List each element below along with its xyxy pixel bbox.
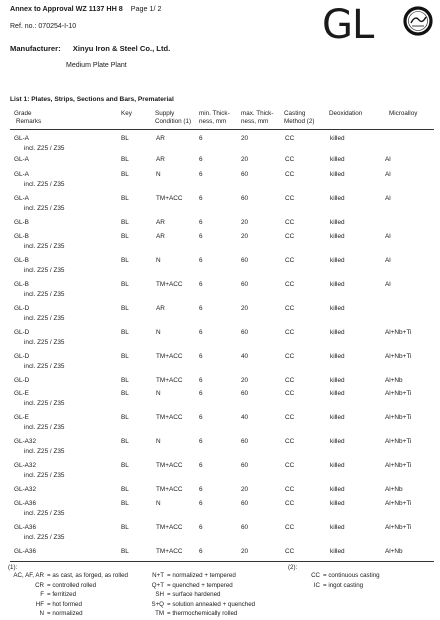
cell-min-thickness: 6: [199, 305, 203, 312]
footnote-2-marker: (2):: [288, 564, 298, 571]
cell-supply: AR: [156, 135, 165, 142]
footnote-entry: [140, 582, 233, 589]
cell-max-thickness: 20: [241, 233, 249, 240]
cell-min-thickness: 6: [199, 524, 203, 531]
footnote-abbrev: CR: [35, 581, 44, 589]
cell-remark: incl. Z25 / Z35: [24, 243, 65, 250]
cell-max-thickness: 60: [241, 524, 249, 531]
col-header-key: Key: [121, 110, 132, 117]
cell-remark: incl. Z25 / Z35: [24, 400, 65, 407]
footnote-entry: [296, 582, 363, 589]
cell-supply: N: [156, 438, 161, 445]
cell-key: BL: [121, 171, 129, 178]
cell-casting: CC: [285, 548, 295, 555]
cell-deoxidation: killed: [330, 281, 345, 288]
cell-deoxidation: killed: [330, 195, 345, 202]
cell-key: BL: [121, 438, 129, 445]
cell-casting: CC: [285, 305, 295, 312]
cell-supply: TM+ACC: [156, 524, 183, 531]
col-header-min-thickness: min. Thick-ness, mm: [199, 110, 230, 125]
footnote-entry: [10, 582, 96, 589]
cell-grade: GL-A: [14, 135, 29, 142]
cell-grade: GL-A36: [14, 548, 37, 555]
footnote-abbrev: AC, AF, AR: [13, 572, 44, 579]
cell-supply: TM+ACC: [156, 486, 183, 493]
cell-key: BL: [121, 329, 129, 336]
cell-supply: TM+ACC: [156, 548, 183, 555]
col-header-supply: Supply Condition (1): [155, 110, 192, 125]
col-header-casting: Casting Method (2): [284, 110, 315, 125]
cell-max-thickness: 20: [241, 486, 249, 493]
table-row: [0, 390, 440, 400]
annex-text: Annex to Approval WZ 1137 HH 8: [10, 4, 123, 13]
cell-casting: CC: [285, 462, 295, 469]
cell-supply: TM+ACC: [156, 353, 183, 360]
cell-supply: N: [156, 390, 161, 397]
cell-min-thickness: 6: [199, 353, 203, 360]
cell-casting: CC: [285, 438, 295, 445]
footnote-meaning: = quenched + tempered: [167, 581, 233, 589]
cell-remark: incl. Z25 / Z35: [24, 315, 65, 322]
footnote-meaning: = surface hardened: [167, 591, 221, 599]
table-row: [0, 233, 440, 243]
footnote-meaning: = normalized: [47, 610, 83, 618]
cell-grade: GL-A36: [14, 524, 37, 531]
cell-casting: CC: [285, 500, 295, 507]
cell-grade: GL-A32: [14, 438, 37, 445]
manufacturer-label: Manufacturer:: [10, 44, 61, 53]
cell-microalloy: Al+Nb+Ti: [385, 414, 412, 421]
ref-number: Ref. no.: 070254-I-10: [10, 23, 77, 30]
cell-grade: GL-A32: [14, 462, 37, 469]
cell-max-thickness: 60: [241, 281, 249, 288]
table-row: [0, 219, 440, 229]
manufacturer-line: [10, 44, 170, 53]
cell-deoxidation: killed: [330, 233, 345, 240]
table-row: [0, 156, 440, 166]
table-row: [0, 462, 440, 472]
cell-max-thickness: 40: [241, 414, 249, 421]
cell-key: BL: [121, 548, 129, 555]
cell-microalloy: Al: [385, 281, 391, 288]
footnote-entry: [140, 591, 221, 598]
cell-deoxidation: killed: [330, 257, 345, 264]
cell-casting: CC: [285, 524, 295, 531]
table-row: [0, 500, 440, 510]
col-header-microalloy: Microalloy: [389, 110, 418, 117]
cell-microalloy: Al+Nb+Ti: [385, 462, 412, 469]
cell-key: BL: [121, 233, 129, 240]
cell-remark: incl. Z25 / Z35: [24, 267, 65, 274]
cell-remark: incl. Z25 / Z35: [24, 181, 65, 188]
gl-emblem-icon: [403, 6, 433, 36]
cell-supply: AR: [156, 219, 165, 226]
cell-grade: GL-B: [14, 281, 29, 288]
cell-min-thickness: 6: [199, 195, 203, 202]
annex-title: [10, 4, 162, 13]
cell-casting: CC: [285, 171, 295, 178]
cell-microalloy: Al: [385, 257, 391, 264]
cell-casting: CC: [285, 281, 295, 288]
cell-max-thickness: 20: [241, 156, 249, 163]
cell-supply: TM+ACC: [156, 195, 183, 202]
cell-casting: CC: [285, 156, 295, 163]
cell-deoxidation: killed: [330, 329, 345, 336]
cell-min-thickness: 6: [199, 462, 203, 469]
cell-supply: N: [156, 257, 161, 264]
cell-microalloy: Al+Nb: [385, 548, 403, 555]
header-rule: [10, 129, 434, 130]
cell-key: BL: [121, 305, 129, 312]
footnote-abbrev: CC: [311, 572, 320, 579]
col-header-grade: [14, 110, 41, 126]
cell-deoxidation: killed: [330, 135, 345, 142]
cell-deoxidation: killed: [330, 353, 345, 360]
cell-key: BL: [121, 353, 129, 360]
footnote-abbrev: F: [40, 591, 44, 599]
cell-min-thickness: 6: [199, 281, 203, 288]
cell-min-thickness: 6: [199, 390, 203, 397]
footnote-abbrev: N: [39, 610, 44, 618]
cell-microalloy: Al+Nb+Ti: [385, 390, 412, 397]
cell-grade: GL-A: [14, 171, 29, 178]
footer-rule: [10, 561, 434, 562]
cell-deoxidation: killed: [330, 390, 345, 397]
cell-max-thickness: 60: [241, 500, 249, 507]
cell-supply: TM+ACC: [156, 414, 183, 421]
cell-deoxidation: killed: [330, 438, 345, 445]
cell-supply: TM+ACC: [156, 377, 183, 384]
cell-grade: GL-A: [14, 156, 29, 163]
cell-key: BL: [121, 390, 129, 397]
cell-min-thickness: 6: [199, 438, 203, 445]
table-row: [0, 438, 440, 448]
cell-grade: GL-B: [14, 257, 29, 264]
footnote-meaning: = controlled rolled: [47, 581, 97, 589]
cell-supply: TM+ACC: [156, 281, 183, 288]
footnote-meaning: = normalized + tempered: [167, 572, 236, 579]
cell-grade: GL-B: [14, 233, 29, 240]
cell-remark: incl. Z25 / Z35: [24, 291, 65, 298]
footnote-meaning: = continuous casting: [323, 572, 380, 579]
cell-deoxidation: killed: [330, 524, 345, 531]
cell-max-thickness: 20: [241, 135, 249, 142]
footnote-entry: [10, 610, 83, 617]
footnote-entry: [140, 572, 236, 579]
cell-deoxidation: killed: [330, 414, 345, 421]
cell-key: BL: [121, 195, 129, 202]
cell-min-thickness: 6: [199, 171, 203, 178]
cell-max-thickness: 40: [241, 353, 249, 360]
cell-remark: incl. Z25 / Z35: [24, 424, 65, 431]
cell-min-thickness: 6: [199, 219, 203, 226]
cell-min-thickness: 6: [199, 486, 203, 493]
footnote-abbrev: Q+T: [151, 581, 164, 589]
cell-microalloy: Al+Nb+Ti: [385, 438, 412, 445]
cell-key: BL: [121, 219, 129, 226]
cell-microalloy: Al: [385, 195, 391, 202]
table-row: [0, 257, 440, 267]
cell-microalloy: Al+Nb+Ti: [385, 329, 412, 336]
table-row: [0, 548, 440, 558]
footnote-entry: [10, 591, 76, 598]
footnote-meaning: = thermochemically rolled: [167, 610, 238, 618]
cell-microalloy: Al+Nb+Ti: [385, 353, 412, 360]
cell-key: BL: [121, 500, 129, 507]
table-row: [0, 377, 440, 387]
cell-remark: incl. Z25 / Z35: [24, 145, 65, 152]
footnote-meaning: = ingot casting: [323, 581, 364, 589]
remarks-label: Remarks: [16, 118, 42, 125]
cell-key: BL: [121, 156, 129, 163]
footnote-meaning: = as cast, as forged, as rolled: [47, 572, 128, 579]
cell-casting: CC: [285, 486, 295, 493]
cell-deoxidation: killed: [330, 219, 345, 226]
cell-casting: CC: [285, 390, 295, 397]
cell-remark: incl. Z25 / Z35: [24, 205, 65, 212]
cell-deoxidation: killed: [330, 500, 345, 507]
footnote-abbrev: SH: [155, 591, 164, 599]
cell-key: BL: [121, 281, 129, 288]
table-row: [0, 281, 440, 291]
footnote-abbrev: TM: [155, 610, 164, 618]
cell-max-thickness: 20: [241, 377, 249, 384]
cell-grade: GL-E: [14, 390, 29, 397]
cell-microalloy: Al+Nb: [385, 486, 403, 493]
cell-max-thickness: 60: [241, 257, 249, 264]
cell-key: BL: [121, 486, 129, 493]
footnote-entry: [10, 601, 82, 608]
footnote-abbrev: IC: [313, 581, 320, 589]
cell-grade: GL-D: [14, 353, 30, 360]
table-row: [0, 135, 440, 145]
cell-casting: CC: [285, 377, 295, 384]
page-number: Page 1/ 2: [130, 4, 162, 13]
cell-min-thickness: 6: [199, 233, 203, 240]
footnote-meaning: = solution annealed + quenched: [167, 600, 256, 608]
cell-deoxidation: killed: [330, 305, 345, 312]
cell-casting: CC: [285, 233, 295, 240]
cell-min-thickness: 6: [199, 500, 203, 507]
table-row: [0, 414, 440, 424]
cell-max-thickness: 60: [241, 195, 249, 202]
gl-logo: GL: [322, 2, 374, 48]
cell-microalloy: Al+Nb: [385, 377, 403, 384]
cell-supply: N: [156, 500, 161, 507]
cell-deoxidation: killed: [330, 486, 345, 493]
footnote-abbrev: N+T: [152, 572, 164, 579]
cell-key: BL: [121, 377, 129, 384]
cell-casting: CC: [285, 219, 295, 226]
cell-casting: CC: [285, 414, 295, 421]
cell-key: BL: [121, 524, 129, 531]
table-row: [0, 171, 440, 181]
table-row: [0, 305, 440, 315]
cell-max-thickness: 60: [241, 438, 249, 445]
grade-label: Grade: [14, 110, 32, 117]
cell-supply: TM+ACC: [156, 462, 183, 469]
footnote-1-marker: (1):: [8, 564, 18, 571]
cell-microalloy: Al: [385, 156, 391, 163]
plant-name: Medium Plate Plant: [66, 62, 127, 69]
cell-remark: incl. Z25 / Z35: [24, 472, 65, 479]
cell-microalloy: Al: [385, 233, 391, 240]
cell-min-thickness: 6: [199, 548, 203, 555]
footnote-meaning: = hot formed: [47, 600, 82, 608]
cell-microalloy: Al+Nb+Ti: [385, 500, 412, 507]
cell-casting: CC: [285, 329, 295, 336]
cell-remark: incl. Z25 / Z35: [24, 363, 65, 370]
cell-supply: N: [156, 171, 161, 178]
cell-min-thickness: 6: [199, 329, 203, 336]
col-header-max-thickness: max. Thick-ness, mm: [241, 110, 274, 125]
cell-remark: incl. Z25 / Z35: [24, 339, 65, 346]
table-row: [0, 353, 440, 363]
cell-casting: CC: [285, 195, 295, 202]
cell-grade: GL-D: [14, 329, 30, 336]
cell-min-thickness: 6: [199, 135, 203, 142]
footnote-entry: [140, 601, 255, 608]
cell-min-thickness: 6: [199, 257, 203, 264]
cell-key: BL: [121, 257, 129, 264]
cell-max-thickness: 20: [241, 548, 249, 555]
cell-supply: AR: [156, 233, 165, 240]
cell-min-thickness: 6: [199, 414, 203, 421]
cell-supply: AR: [156, 156, 165, 163]
footnote-meaning: = ferritized: [47, 591, 77, 599]
cell-microalloy: Al: [385, 171, 391, 178]
cell-deoxidation: killed: [330, 156, 345, 163]
cell-max-thickness: 20: [241, 305, 249, 312]
footnote-abbrev: HF: [35, 600, 44, 608]
cell-max-thickness: 60: [241, 171, 249, 178]
footnote-entry: [296, 572, 380, 579]
footnote-entry: [10, 572, 128, 579]
footnote-abbrev: S+Q: [151, 600, 164, 608]
table-row: [0, 195, 440, 205]
cell-remark: incl. Z25 / Z35: [24, 534, 65, 541]
cell-remark: incl. Z25 / Z35: [24, 510, 65, 517]
cell-supply: AR: [156, 305, 165, 312]
cell-casting: CC: [285, 135, 295, 142]
cell-casting: CC: [285, 257, 295, 264]
cell-remark: incl. Z25 / Z35: [24, 448, 65, 455]
cell-key: BL: [121, 414, 129, 421]
cell-deoxidation: killed: [330, 171, 345, 178]
cell-grade: GL-A36: [14, 500, 37, 507]
cell-deoxidation: killed: [330, 548, 345, 555]
table-row: [0, 486, 440, 496]
cell-max-thickness: 60: [241, 462, 249, 469]
cell-max-thickness: 60: [241, 390, 249, 397]
cell-grade: GL-D: [14, 377, 30, 384]
cell-casting: CC: [285, 353, 295, 360]
cell-deoxidation: killed: [330, 462, 345, 469]
cell-grade: GL-D: [14, 305, 30, 312]
cell-key: BL: [121, 462, 129, 469]
footnote-entry: [140, 610, 237, 617]
cell-min-thickness: 6: [199, 377, 203, 384]
cell-grade: GL-B: [14, 219, 29, 226]
cell-supply: N: [156, 329, 161, 336]
cell-max-thickness: 60: [241, 329, 249, 336]
table-row: [0, 524, 440, 534]
cell-grade: GL-E: [14, 414, 29, 421]
cell-microalloy: Al+Nb+Ti: [385, 524, 412, 531]
list-title: List 1: Plates, Strips, Sections and Bars, Prematerial: [10, 96, 174, 103]
manufacturer-name: Xinyu Iron & Steel Co., Ltd.: [72, 44, 171, 53]
cell-key: BL: [121, 135, 129, 142]
cell-deoxidation: killed: [330, 377, 345, 384]
cell-grade: GL-A: [14, 195, 29, 202]
table-row: [0, 329, 440, 339]
cell-grade: GL-A32: [14, 486, 37, 493]
col-header-deoxidation: Deoxidation: [329, 110, 363, 117]
cell-min-thickness: 6: [199, 156, 203, 163]
cell-max-thickness: 20: [241, 219, 249, 226]
